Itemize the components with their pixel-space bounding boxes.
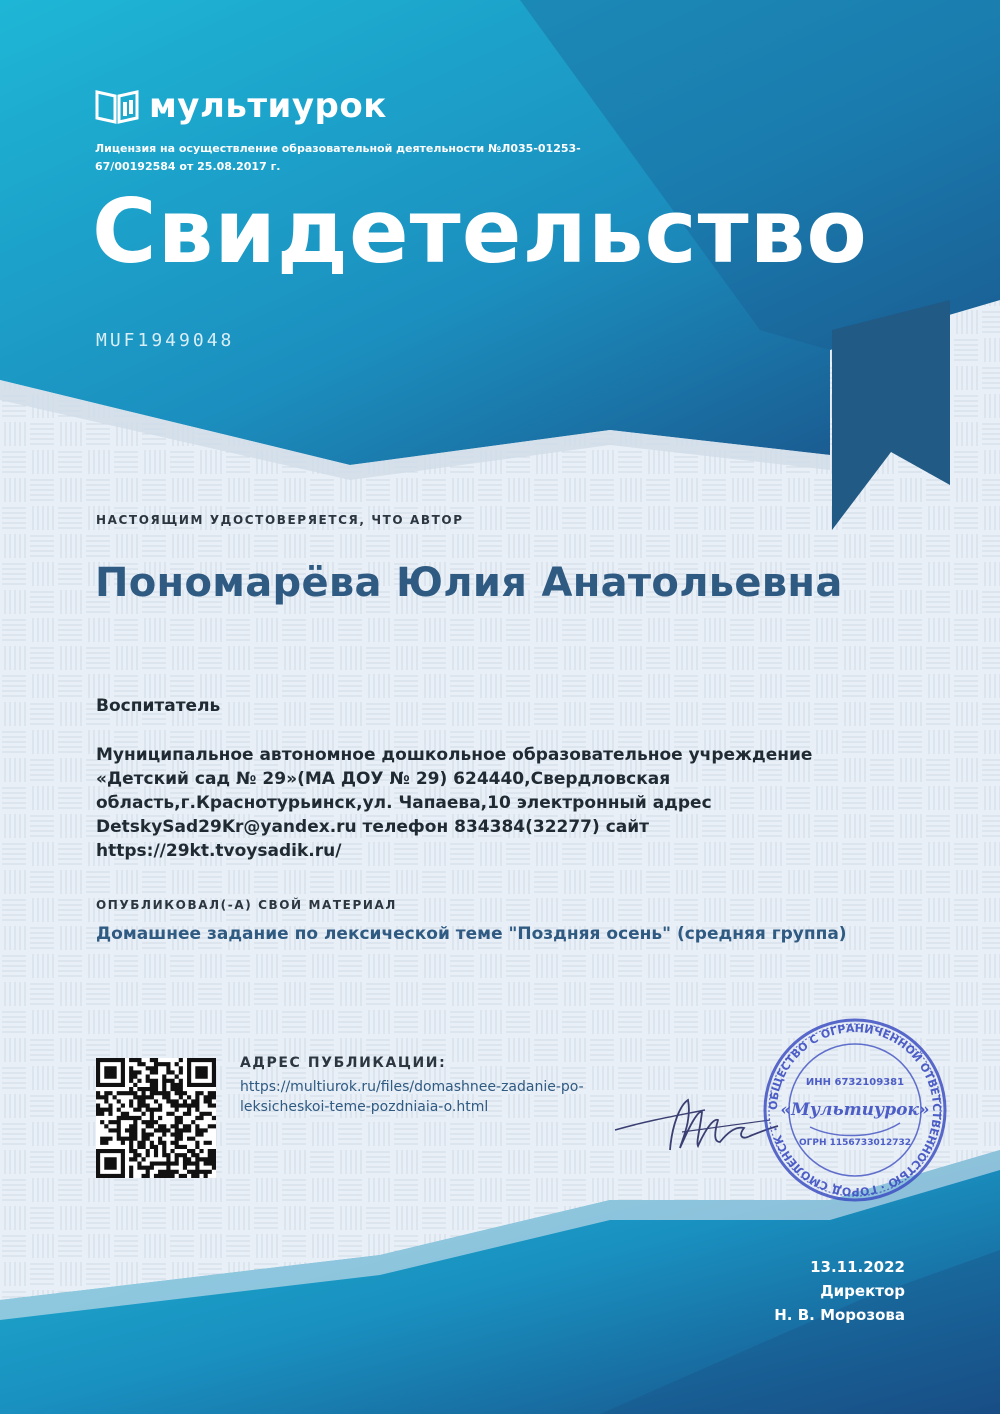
material-title[interactable]: Домашнее задание по лексической теме "Поздняя осень" (средняя группа) — [96, 924, 847, 944]
qr-finder — [96, 1058, 125, 1087]
director-role: Директор — [820, 1282, 905, 1300]
stamp-inn: ИНН 6732109381 — [805, 1077, 905, 1088]
qr-code[interactable] — [96, 1058, 216, 1178]
page-title: Свидетельство — [92, 180, 868, 283]
footer-block — [774, 1255, 905, 1327]
brand-logo — [95, 86, 387, 126]
director-name: Н. В. Морозова — [774, 1306, 905, 1324]
qr-finder — [96, 1149, 125, 1178]
book-logo-icon — [95, 88, 139, 124]
intro-label: НАСТОЯЩИМ УДОСТОВЕРЯЕТСЯ, ЧТО АВТОР — [96, 513, 464, 527]
stamp-outer-text: ОБЩЕСТВО С ОГРАНИЧЕННОЙ ОТВЕТСТВЕННОСТЬЮ · ГОРОД СМОЛЕНСК · — [766, 1021, 944, 1199]
published-label: ОПУБЛИКОВАЛ(-А) СВОЙ МАТЕРИАЛ — [96, 898, 397, 912]
brand-name: мультиурок — [149, 86, 387, 126]
address-link[interactable]: https://multiurok.ru/files/domashnee-zadanie-po-leksicheskoi-teme-pozdniaia-o.html — [240, 1079, 584, 1115]
author-position: Воспитатель — [96, 696, 221, 716]
certificate-id: MUF1949048 — [96, 330, 235, 351]
license-text: Лицензия на осуществление образовательной деятельности №Л035-01253-67/00192584 от 25.08.2017 г. — [95, 142, 581, 173]
signature-image — [610, 1070, 780, 1160]
address-label: АДРЕС ПУБЛИКАЦИИ: — [240, 1055, 447, 1071]
organization-text: Муниципальное автономное дошкольное образовательное учреждение «Детский сад № 29»(МА ДОУ № 29) 624440,Свердловская область,г.Краснотурьинск,ул. Чапаева,10 электронный адрес DetskySad29Kr@yandex.ru телефон 834384(32277) сайт https://29kt.tvoysadik.ru/ — [96, 745, 813, 861]
stamp-ogrn: ОГРН 1156733012732 — [798, 1138, 912, 1148]
company-stamp — [760, 1015, 950, 1205]
stamp-brand: «Мультиурок» — [780, 1100, 930, 1120]
author-name: Пономарёва Юлия Анатольевна — [95, 560, 843, 606]
qr-finder — [187, 1058, 216, 1087]
issue-date: 13.11.2022 — [810, 1258, 905, 1276]
